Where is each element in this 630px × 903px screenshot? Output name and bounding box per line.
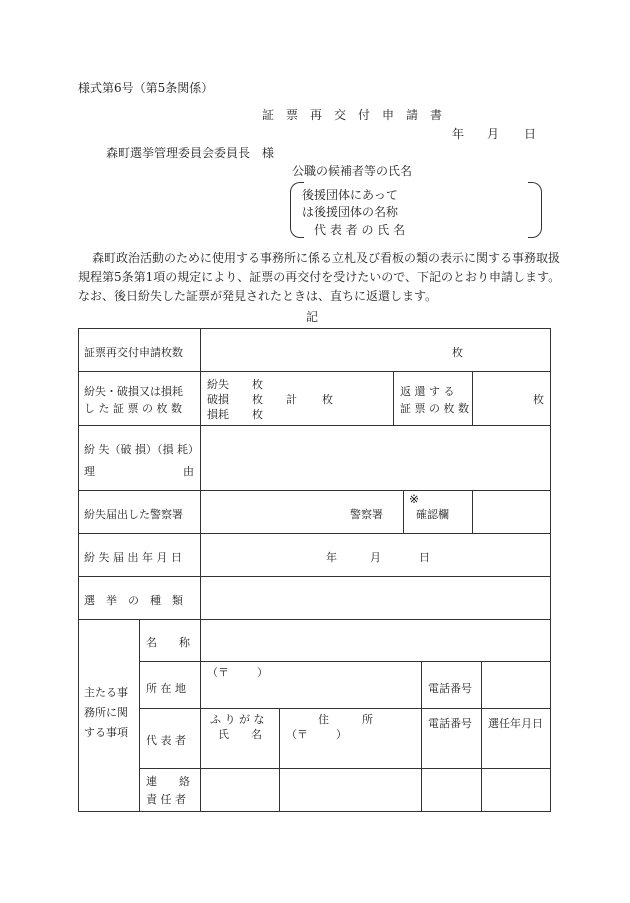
confirm-mark: ※ [409, 492, 420, 506]
rep-phone-label: 電話番号 [428, 717, 472, 730]
date-year-label: 年 [452, 127, 465, 141]
reissue-count-unit: 枚 [452, 346, 463, 359]
address-postal-open: （〒 [207, 666, 229, 679]
main-office-label-1: 主たる事 [84, 686, 128, 699]
support-group-line-3: 代 表 者 の 氏 名 [314, 223, 406, 237]
form-number: 様式第6号（第5条関係） [78, 81, 214, 95]
report-date-label: 紛 失 届 出 年 月 日 [84, 551, 182, 564]
support-group-line-2: は後援団体の名称 [302, 205, 399, 219]
addressee: 森町選挙管理委員会委員長 様 [106, 146, 275, 160]
paragraph-line-2: 規程第5条第1項の規定により、証票の再交付を受けたいので、下記のとおり申請します。 [78, 270, 561, 284]
lost-total-unit: 枚 [322, 393, 333, 406]
report-date-month: 月 [370, 551, 381, 564]
shimei-label: 氏 名 [218, 728, 262, 741]
contact-address-cell[interactable] [279, 768, 422, 812]
election-type-input-cell[interactable] [200, 576, 551, 620]
contact-label-2: 責 任 者 [146, 793, 186, 806]
candidate-name-label: 公職の候補者等の氏名 [292, 164, 413, 178]
reissue-count-label: 証票再交付申請枚数 [84, 346, 183, 359]
contact-name-cell[interactable] [200, 768, 280, 812]
return-count-label-1: 返 還 す る [400, 385, 455, 398]
support-group-line-1: 後援団体にあって [302, 188, 398, 202]
lost-item-unit: 枚 [252, 378, 263, 391]
confirm-label: 確認欄 [416, 508, 449, 521]
damaged-item-unit: 枚 [252, 393, 263, 406]
lost-count-input-cell[interactable] [200, 371, 394, 426]
reissue-count-input-cell[interactable] [200, 328, 551, 372]
report-date-year: 年 [326, 551, 337, 564]
document-title: 証 票 再 交 付 申 請 書 [262, 108, 443, 122]
lost-count-label-1: 紛失・破損又は損耗 [84, 385, 183, 398]
date-day-label: 日 [524, 127, 537, 141]
address-label: 所 在 地 [146, 682, 186, 695]
contact-appointed-cell[interactable] [481, 768, 551, 812]
paragraph-line-3: なお、後日紛失した証票が発見されたときは、直ちに返還します。 [78, 289, 438, 303]
worn-item-label: 損耗 [207, 408, 229, 421]
paragraph-line-1: 森町政治活動のために使用する事務所に係る立札及び看板の類の表示に関する事務取扱 [92, 251, 561, 265]
reason-input-cell[interactable] [200, 425, 551, 491]
rep-label: 代 表 者 [146, 734, 186, 747]
right-bracket [528, 182, 542, 238]
lost-item-label: 紛失 [207, 378, 229, 391]
address-postal-close: ） [257, 666, 268, 679]
residence-postal-close: ） [336, 728, 347, 741]
damaged-item-label: 破損 [207, 393, 229, 406]
police-label: 紛失届出した警察署 [84, 508, 183, 521]
worn-item-unit: 枚 [252, 408, 263, 421]
furigana-label: ふ り が な [210, 713, 265, 726]
name-input-cell[interactable] [200, 619, 551, 662]
confirm-input-cell[interactable] [472, 490, 551, 534]
phone-input-cell[interactable] [481, 661, 551, 709]
return-count-unit: 枚 [533, 393, 544, 406]
phone-label: 電話番号 [428, 682, 472, 695]
appointed-date-label: 選任年月日 [488, 717, 543, 730]
ki-label: 記 [306, 310, 319, 324]
name-label: 名 称 [146, 636, 190, 649]
report-date-day: 日 [419, 551, 430, 564]
reason-label-2: 理 [84, 465, 95, 478]
election-type-label: 選 挙 の 種 類 [84, 594, 183, 607]
date-month-label: 月 [487, 127, 500, 141]
reason-label-cell [78, 425, 201, 491]
lost-total-label: 計 [286, 393, 297, 406]
main-office-label-2: 務所に関 [84, 706, 128, 719]
address-input-cell[interactable] [200, 661, 422, 709]
main-office-label-3: する事項 [84, 726, 128, 739]
contact-label-1: 連 絡 [146, 775, 190, 788]
contact-phone-cell[interactable] [421, 768, 482, 812]
police-unit: 警察署 [350, 508, 383, 521]
residence-postal-open: （〒 [286, 728, 308, 741]
return-count-label-2: 証 票 の 枚 数 [400, 402, 469, 415]
reason-label-3: 由 [183, 465, 194, 478]
lost-count-label-2: し た 証 票 の 枚 数 [84, 402, 182, 415]
residence-label: 住 所 [318, 713, 373, 726]
reason-label-1: 紛 失（破 損）（損 耗） [84, 443, 199, 456]
